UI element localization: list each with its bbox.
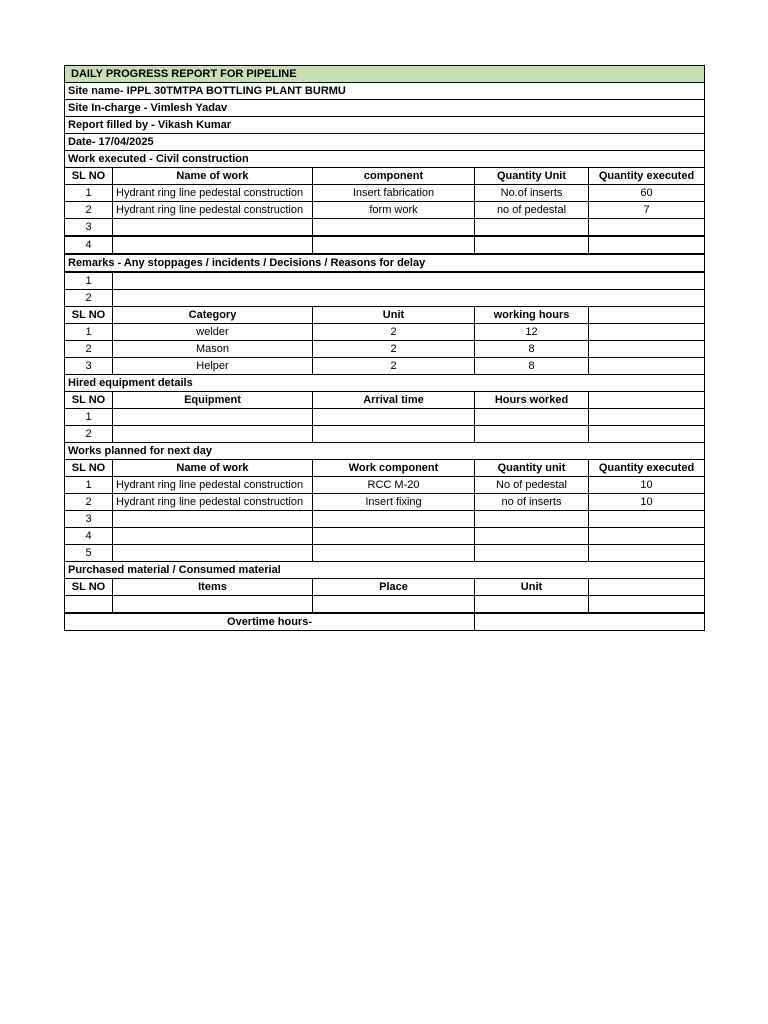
table-cell: 1 <box>65 324 113 341</box>
column-header <box>589 307 705 324</box>
column-header: Arrival time <box>313 392 475 409</box>
column-header: component <box>313 168 475 185</box>
table-row <box>65 236 705 254</box>
overtime-row <box>65 613 705 631</box>
table-row <box>65 358 705 375</box>
work-executed-heading-row <box>65 151 705 168</box>
table-cell: 2 <box>313 358 475 375</box>
table-cell: No.of inserts <box>475 185 589 202</box>
site-incharge-row <box>65 100 705 117</box>
site-incharge: Site In-charge - Vimlesh Yadav <box>65 100 705 117</box>
table-cell <box>475 511 589 528</box>
remarks-row <box>65 272 705 290</box>
table-cell <box>113 511 313 528</box>
remarks-row <box>65 290 705 307</box>
table-cell <box>475 596 589 614</box>
hired-equipment-heading-row <box>65 375 705 392</box>
table-cell <box>589 219 705 237</box>
table-cell <box>589 341 705 358</box>
table-cell: Mason <box>113 341 313 358</box>
table-cell <box>475 219 589 237</box>
table-cell <box>589 528 705 545</box>
remarks-heading: Remarks - Any stoppages / incidents / Decisions / Reasons for delay <box>65 254 705 272</box>
column-header: Equipment <box>113 392 313 409</box>
table-cell: 4 <box>65 528 113 545</box>
remarks-text <box>113 290 705 307</box>
table-cell: 2 <box>65 290 113 307</box>
column-header: Work component <box>313 460 475 477</box>
table-cell: 1 <box>65 409 113 426</box>
table-cell: 12 <box>475 324 589 341</box>
table-cell <box>313 426 475 443</box>
table-cell <box>589 596 705 614</box>
column-header: SL NO <box>65 579 113 596</box>
table-cell <box>313 528 475 545</box>
overtime-value <box>475 613 705 631</box>
column-header <box>589 392 705 409</box>
table-cell <box>589 409 705 426</box>
table-cell: 7 <box>589 202 705 219</box>
site-name: Site name- IPPL 30TMTPA BOTTLING PLANT BURMU <box>65 83 705 100</box>
table-cell <box>313 545 475 562</box>
table-cell <box>113 236 313 254</box>
table-cell: Hydrant ring line pedestal construction <box>113 202 313 219</box>
table-cell: 1 <box>65 477 113 494</box>
table-cell: No of pedestal <box>475 477 589 494</box>
column-header: Category <box>113 307 313 324</box>
report-date: Date- 17/04/2025 <box>65 134 705 151</box>
table-cell: 3 <box>65 511 113 528</box>
table-cell <box>313 409 475 426</box>
table-cell <box>475 426 589 443</box>
table-cell <box>113 426 313 443</box>
table-cell: 10 <box>589 477 705 494</box>
report-filled-by-row <box>65 117 705 134</box>
table-row <box>65 341 705 358</box>
table-cell <box>589 426 705 443</box>
works-planned-heading: Works planned for next day <box>65 443 705 460</box>
table-cell <box>589 324 705 341</box>
daily-progress-report-table <box>64 65 705 631</box>
column-header: Unit <box>313 307 475 324</box>
column-header: Quantity executed <box>589 168 705 185</box>
table-cell: 4 <box>65 236 113 254</box>
table-row <box>65 409 705 426</box>
title-row <box>65 66 705 83</box>
table-row <box>65 202 705 219</box>
table-cell: 1 <box>65 185 113 202</box>
table-cell <box>65 596 113 614</box>
table-cell <box>113 219 313 237</box>
column-header: SL NO <box>65 168 113 185</box>
table-cell: 2 <box>65 202 113 219</box>
column-header: Items <box>113 579 313 596</box>
table-cell: Hydrant ring line pedestal construction <box>113 477 313 494</box>
table-cell: 3 <box>65 358 113 375</box>
table-cell <box>113 545 313 562</box>
table-cell <box>475 545 589 562</box>
table-cell: 2 <box>65 494 113 511</box>
table-cell <box>589 545 705 562</box>
purchased-material-header-row <box>65 579 705 596</box>
hired-equipment-header-row <box>65 392 705 409</box>
table-cell: 2 <box>313 324 475 341</box>
purchased-material-heading: Purchased material / Consumed material <box>65 562 705 579</box>
table-row <box>65 494 705 511</box>
table-cell: Insert fixing <box>313 494 475 511</box>
hired-equipment-heading: Hired equipment details <box>65 375 705 392</box>
table-cell <box>313 236 475 254</box>
column-header: SL NO <box>65 392 113 409</box>
table-cell: 8 <box>475 358 589 375</box>
table-row <box>65 426 705 443</box>
table-cell: 1 <box>65 272 113 290</box>
table-cell <box>113 528 313 545</box>
table-cell: 5 <box>65 545 113 562</box>
table-cell: welder <box>113 324 313 341</box>
table-cell <box>475 236 589 254</box>
table-cell <box>313 596 475 614</box>
report-filled-by: Report filled by - Vikash Kumar <box>65 117 705 134</box>
table-row <box>65 545 705 562</box>
table-cell: Insert fabrication <box>313 185 475 202</box>
column-header: Name of work <box>113 168 313 185</box>
table-cell: RCC M-20 <box>313 477 475 494</box>
table-cell <box>589 358 705 375</box>
report-body <box>65 66 705 631</box>
column-header: Name of work <box>113 460 313 477</box>
table-row <box>65 596 705 614</box>
column-header <box>589 579 705 596</box>
table-cell: 8 <box>475 341 589 358</box>
table-row <box>65 324 705 341</box>
table-cell <box>113 596 313 614</box>
table-cell: 60 <box>589 185 705 202</box>
table-cell <box>475 528 589 545</box>
column-header: Quantity unit <box>475 460 589 477</box>
column-header: Hours worked <box>475 392 589 409</box>
site-name-row <box>65 83 705 100</box>
table-row <box>65 477 705 494</box>
column-header: SL NO <box>65 460 113 477</box>
table-cell: 3 <box>65 219 113 237</box>
overtime-label: Overtime hours- <box>65 613 475 631</box>
column-header: Quantity executed <box>589 460 705 477</box>
table-cell: 10 <box>589 494 705 511</box>
table-cell <box>313 219 475 237</box>
table-cell: form work <box>313 202 475 219</box>
table-cell: 2 <box>65 341 113 358</box>
table-cell: Hydrant ring line pedestal construction <box>113 494 313 511</box>
table-cell <box>313 511 475 528</box>
table-cell <box>589 511 705 528</box>
table-cell <box>475 409 589 426</box>
remarks-heading-row <box>65 254 705 272</box>
table-cell: no of pedestal <box>475 202 589 219</box>
remarks-text <box>113 272 705 290</box>
table-cell <box>113 409 313 426</box>
report-title: DAILY PROGRESS REPORT FOR PIPELINE <box>65 66 705 83</box>
table-cell: Helper <box>113 358 313 375</box>
column-header: Quantity Unit <box>475 168 589 185</box>
column-header: Place <box>313 579 475 596</box>
column-header: working hours <box>475 307 589 324</box>
table-cell: Hydrant ring line pedestal construction <box>113 185 313 202</box>
table-row <box>65 185 705 202</box>
work-executed-header-row <box>65 168 705 185</box>
purchased-material-heading-row <box>65 562 705 579</box>
table-cell <box>589 236 705 254</box>
table-row <box>65 528 705 545</box>
column-header: Unit <box>475 579 589 596</box>
column-header: SL NO <box>65 307 113 324</box>
work-executed-heading: Work executed - Civil construction <box>65 151 705 168</box>
date-row <box>65 134 705 151</box>
table-cell: 2 <box>313 341 475 358</box>
table-row <box>65 219 705 237</box>
works-planned-header-row <box>65 460 705 477</box>
table-cell: 2 <box>65 426 113 443</box>
table-cell: no of inserts <box>475 494 589 511</box>
table-row <box>65 511 705 528</box>
manpower-header-row <box>65 307 705 324</box>
works-planned-heading-row <box>65 443 705 460</box>
